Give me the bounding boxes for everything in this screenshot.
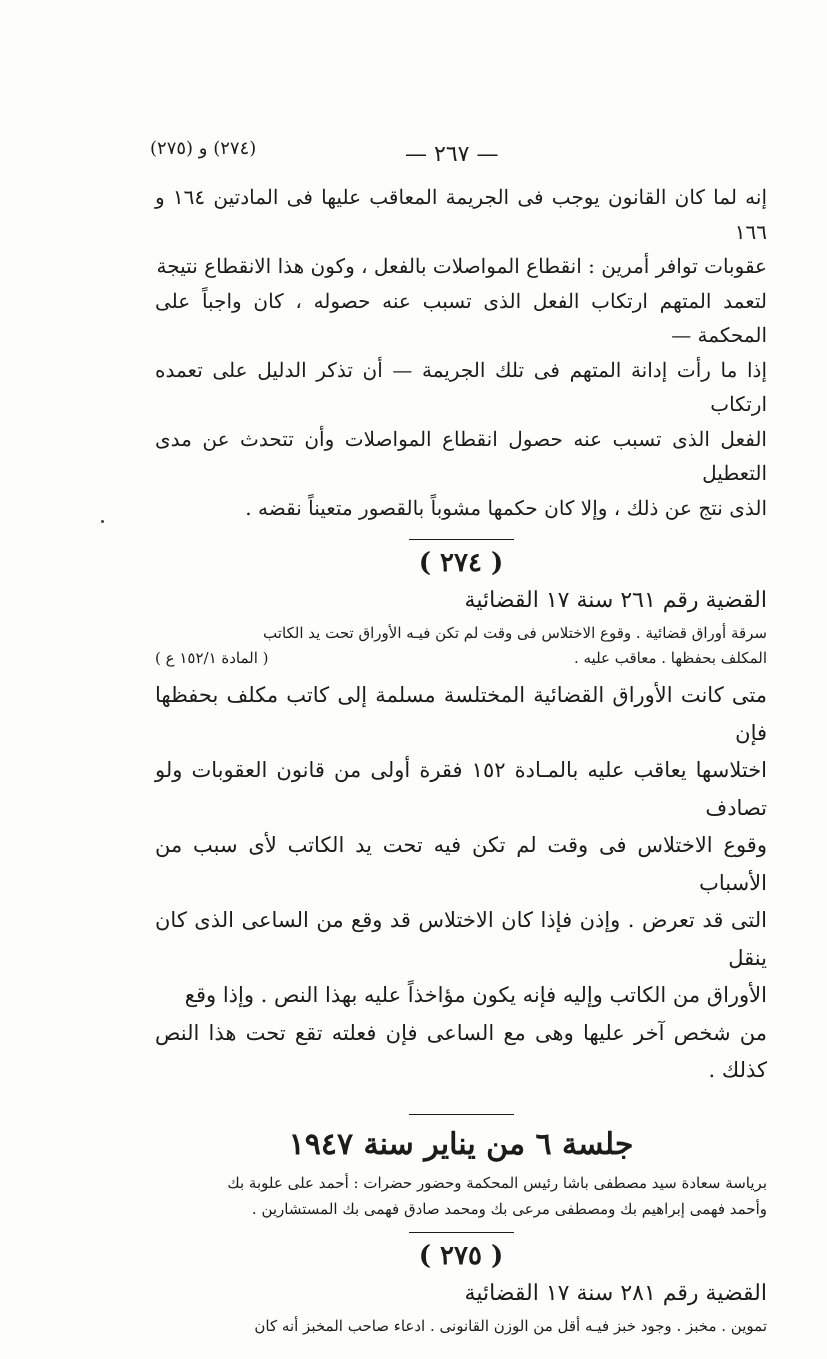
paragraph-line: من شخص آخر عليها وهى مع الساعى فإن فعلته تقع تحت هذا النص كذلك . xyxy=(155,1020,767,1082)
page-header xyxy=(150,130,767,180)
summary-line: سرقة أوراق قضائية . وقوع الاختلاس فى وقت لم تكن فيـه الأوراق تحت يد الكاتب xyxy=(263,624,767,642)
section-divider xyxy=(409,1114,514,1115)
summary-line xyxy=(155,646,767,671)
case-body-274 xyxy=(155,677,767,1090)
paragraph-line: الذى نتج عن ذلك ، وإلا كان حكمها مشوباً بالقصور متعيناً نقضه . xyxy=(245,495,767,520)
presidency-line: برياسة سعادة سيد مصطفى باشا رئيس المحكمة وحضور حضرات : أحمد على علوبة بك xyxy=(227,1173,767,1192)
section-divider xyxy=(409,1232,514,1233)
case-number-274: ( ٢٧٤ ) xyxy=(418,548,504,578)
case-reference-274: القضية رقم ٢٦١ سنة ١٧ القضائية xyxy=(464,588,767,613)
paragraph-line: إذا ما رأت إدانة المتهم فى تلك الجريمة — أن تذكر الدليل على تعمده ارتكاب xyxy=(155,357,767,416)
case-summary-274 xyxy=(155,621,767,671)
document-page xyxy=(150,130,768,1345)
presidency-line: وأحمد فهمى إبراهيم بك ومصطفى مرعى بك ومحمد صادق فهمى بك المستشارين . xyxy=(251,1199,767,1218)
stray-mark xyxy=(101,520,104,523)
paragraph-line: عقوبات توافر أمرين : انقطاع المواصلات بالفعل ، وكون هذا الانقطاع نتيجة xyxy=(156,254,767,278)
summary-line-text: المكلف بحفظها . معاقب عليه . xyxy=(573,649,767,667)
case-reference-275: القضية رقم ٢٨١ سنة ١٧ القضائية xyxy=(464,1280,767,1306)
paragraph-line: متى كانت الأوراق القضائية المختلسة مسلمة إلى كاتب مكلف بحفظها فإن xyxy=(155,683,767,745)
paragraph-line: الأوراق من الكاتب وإليه فإنه يكون مؤاخذاً عليه بهذا النص . وإذا وقع xyxy=(184,983,767,1007)
paragraph-line: التى قد تعرض . وإذن فإذا كان الاختلاس قد وقع من الساعى الذى كان ينقل xyxy=(155,908,767,970)
section-divider xyxy=(409,539,514,540)
case-number-275: ( ٢٧٥ ) xyxy=(418,1240,504,1271)
paragraph-line: لتعمد المتهم ارتكاب الفعل الذى تسبب عنه حصوله ، كان واجباً على المحكمة — xyxy=(155,288,767,347)
summary-line: تموين . مخبز . وجود خبز فيـه أقل من الوزن القانونى . ادعاء صاحب المخبز أنه كان xyxy=(254,1316,767,1335)
paragraph-line: الفعل الذى تسبب عنه حصول انقطاع المواصلات وأن تتحدث عن مدى التعطيل xyxy=(155,426,767,485)
session-title: جلسة ٦ من يناير سنة ١٩٤٧ xyxy=(288,1126,634,1162)
page-number: — ٢٦٧ — xyxy=(405,142,499,167)
article-reference: ( المادة ١٥٢/١ ع ) xyxy=(155,649,269,667)
paragraph-line: وقوع الاختلاس فى وقت لم تكن فيه تحت يد الكاتب لأى سبب من الأسباب xyxy=(155,833,767,895)
paragraph-line: اختلاسها يعاقب عليه بالمـادة ١٥٢ فقرة أولى من قانون العقوبات ولو تصادف xyxy=(155,758,768,820)
session-presidency xyxy=(155,1170,767,1222)
header-case-range: (٢٧٤) و (٢٧٥) xyxy=(150,138,257,159)
paragraph-line: إنه لما كان القانون يوجب فى الجريمة المعاقب عليها فى المادتين ١٦٤ و ١٦٦ xyxy=(155,185,768,244)
case-summary-275 xyxy=(155,1314,767,1339)
intro-paragraph xyxy=(155,180,767,525)
